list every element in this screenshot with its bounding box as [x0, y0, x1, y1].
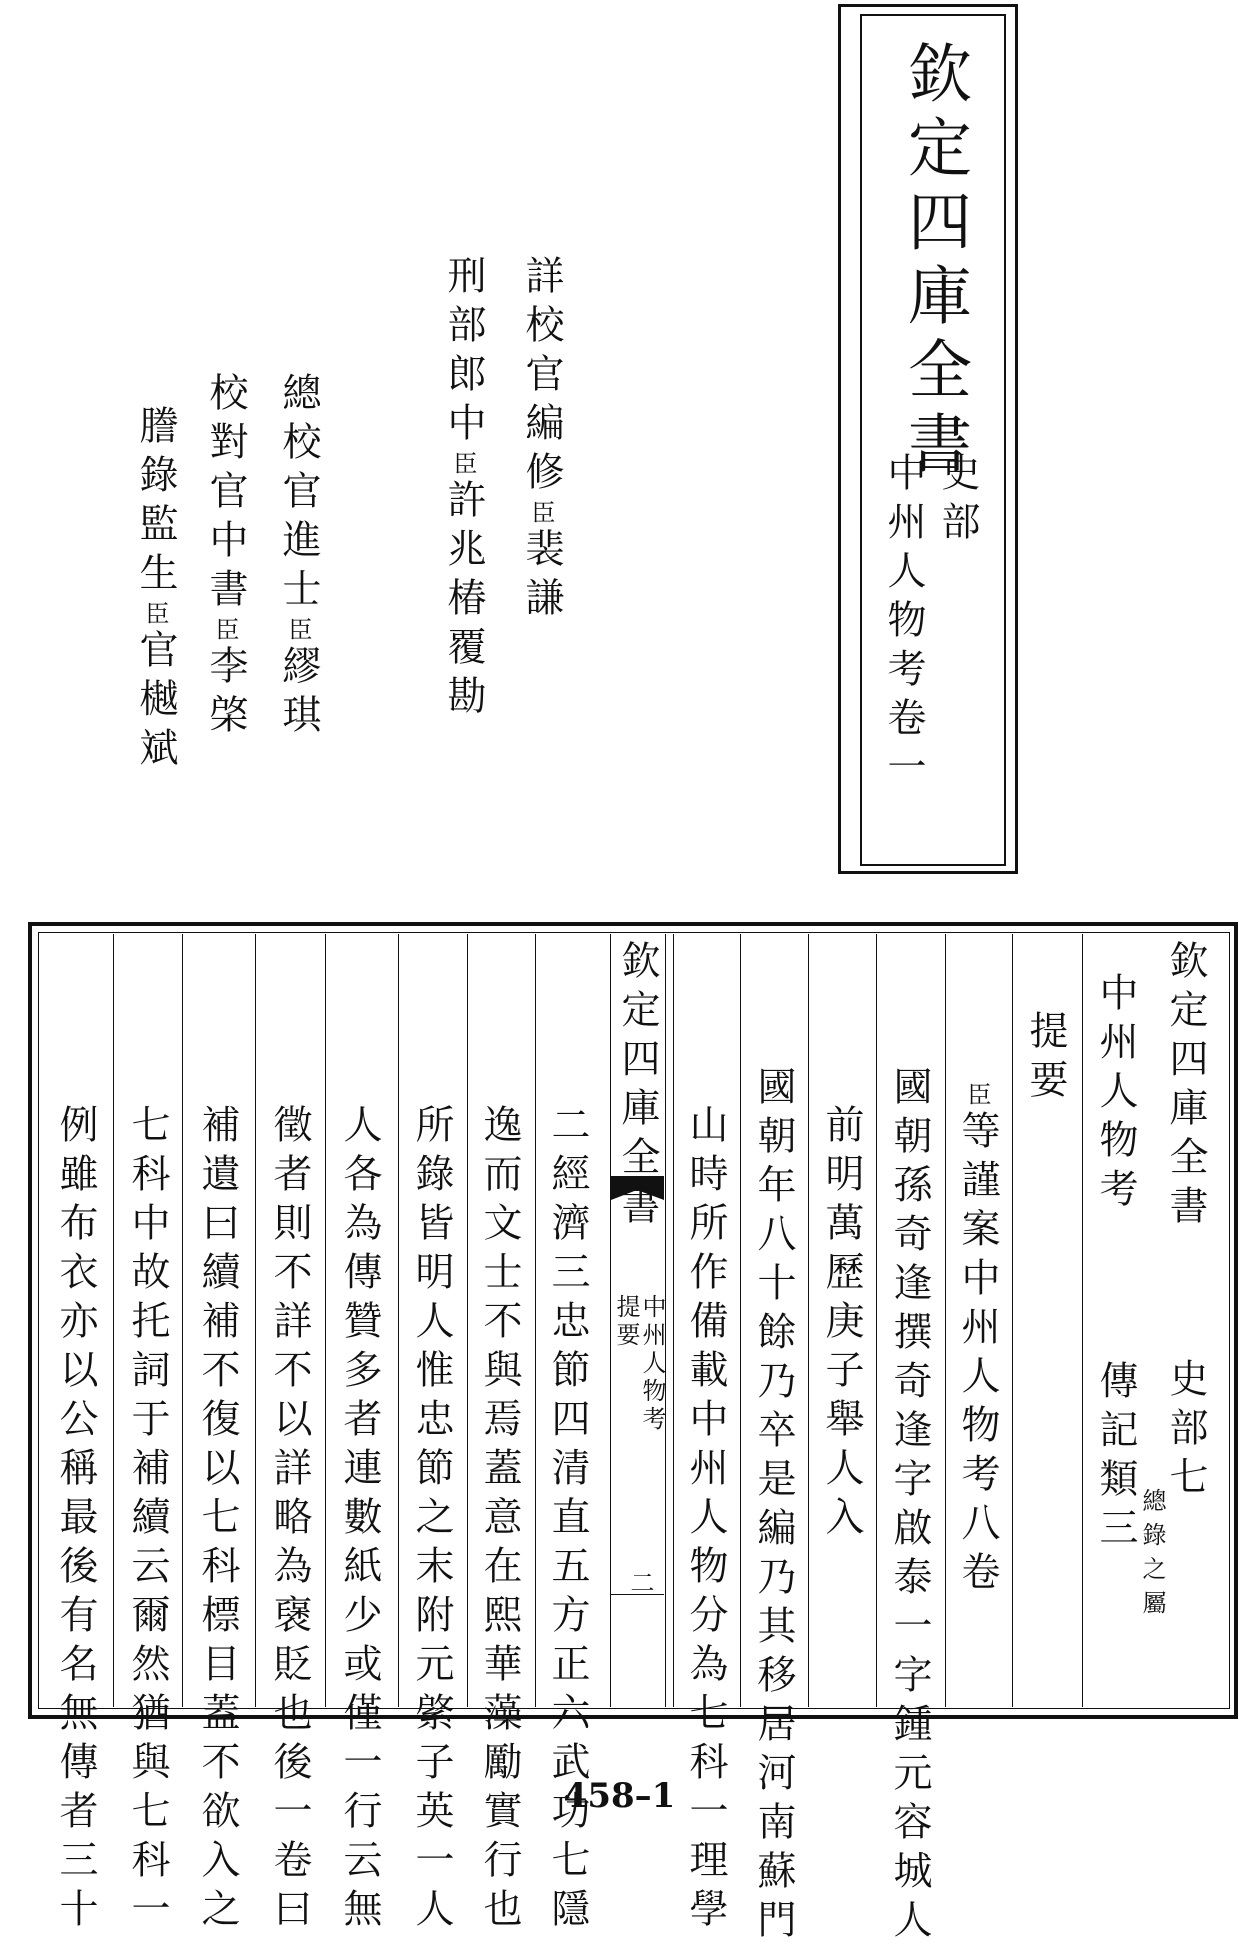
header-subcategory: 總錄之屬 [1138, 1488, 1166, 1624]
body-column-1: 臣等謹案中州人物考八卷 [955, 1082, 1000, 1600]
chief-proofreader-line: 總校官進士臣繆琪 [276, 372, 321, 743]
reviewer-line: 刑部郎中臣許兆椿覆勘 [441, 255, 486, 724]
column-rule [876, 934, 877, 1707]
body-column-4: 國朝年八十餘乃卒是編乃其移居河南蘇門 [751, 1066, 796, 1948]
column-rule [740, 934, 741, 1707]
column-rule [398, 934, 399, 1707]
column-rule [808, 934, 809, 1707]
copyist-line: 謄錄監生臣官樾斌 [133, 405, 178, 776]
column-rule [467, 934, 468, 1707]
body-column-3: 前明萬歷庚子舉人入 [819, 1104, 864, 1545]
body-column-8: 所錄皆明人惟忠節之末附元綮子英一人 [409, 1104, 454, 1937]
column-rule [113, 934, 114, 1707]
column-rule [535, 934, 536, 1707]
body-column-10: 徵者則不詳不以詳略為襃貶也後一卷曰 [267, 1104, 312, 1937]
column-rule [1082, 934, 1083, 1707]
center-tiyao: 提要 [612, 1294, 640, 1350]
body-column-12: 七科中故托詞于補續云爾然猶與七科一 [125, 1104, 170, 1937]
body-column-9: 人各為傳贊多者連數紙少或僅一行云無 [337, 1104, 382, 1937]
body-column-11: 補遺曰續補不復以七科標目蓋不欲入之 [195, 1104, 240, 1937]
header-section: 史部七 [1163, 1358, 1208, 1505]
header-book: 中州人物考 [1093, 972, 1138, 1217]
header-category: 傳記類三 [1093, 1360, 1138, 1556]
body-column-7: 逸而文士不與焉蓋意在熙華藻勵實行也 [477, 1104, 522, 1937]
center-page: 二 [626, 1570, 654, 1598]
body-column-13: 例雖布衣亦以公稱最後有名無傳者三十 [53, 1104, 98, 1937]
page-number: 458–1 [563, 1776, 676, 1816]
column-rule [325, 934, 326, 1707]
body-column-2: 國朝孫奇逢撰奇逢字啟泰一字鍾元容城人 [887, 1066, 932, 1948]
column-rule [1012, 934, 1013, 1707]
column-rule [945, 934, 946, 1707]
center-book: 中州人物考 [638, 1294, 666, 1434]
center-title: 欽定四庫全書 [615, 940, 660, 1234]
slip-section: 史部 [935, 452, 980, 550]
slip-title: 欽定四庫全書 [897, 40, 971, 484]
column-rule [182, 934, 183, 1707]
proofreader-line: 校對官中書臣李棨 [203, 372, 248, 743]
body-column-5: 山時所作備載中州人物分為七科一理學 [683, 1104, 728, 1937]
column-rule [255, 934, 256, 1707]
detailed-proofreader-line: 詳校官編修臣裴謙 [519, 255, 564, 626]
header-title: 欽定四庫全書 [1163, 940, 1208, 1234]
tiyao-label: 提要 [1023, 1010, 1068, 1108]
column-rule [673, 934, 674, 1707]
body-column-6: 二經濟三忠節四清直五方正六武功七隱 [545, 1104, 590, 1937]
slip-volume: 中州人物考卷一 [881, 452, 926, 795]
